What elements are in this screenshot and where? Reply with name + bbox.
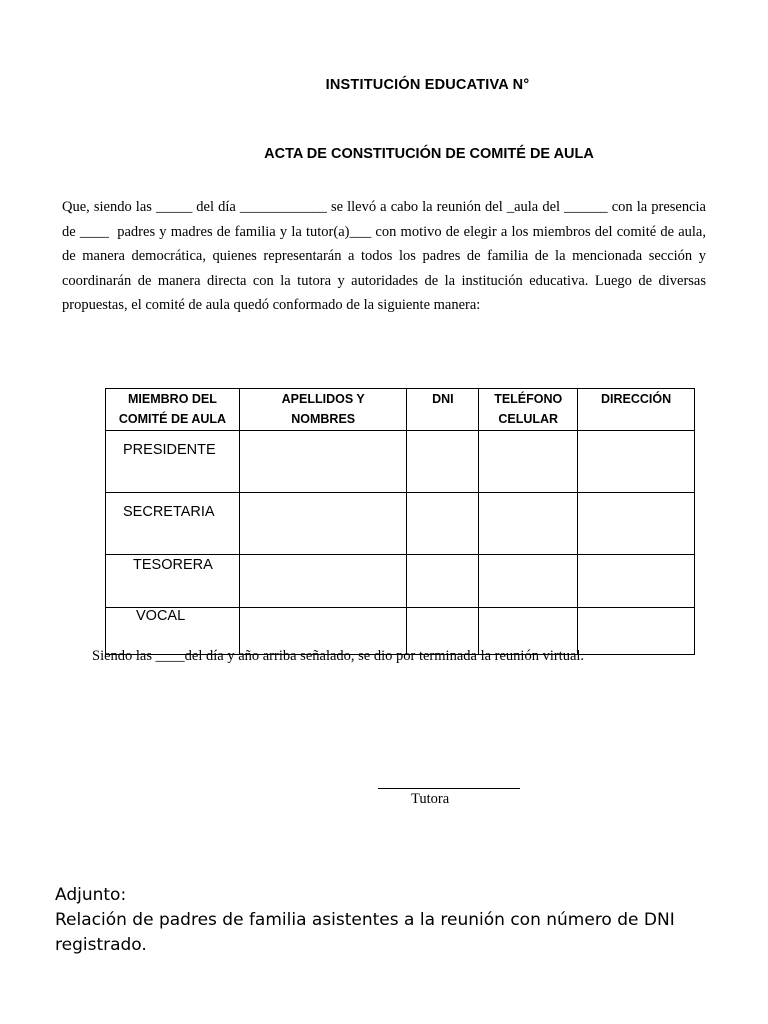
committee-table: [105, 388, 695, 655]
table-header-row: [106, 389, 695, 431]
role-vocal: VOCAL: [106, 608, 240, 655]
closing-statement: Siendo las ____del día y año arriba señalado, se dio por terminada la reunión virtual.: [92, 648, 585, 664]
cell-address[interactable]: [578, 555, 695, 608]
cell-names[interactable]: [239, 493, 407, 555]
header-phone: TELÉFONO CELULAR: [479, 389, 578, 431]
act-title: ACTA DE CONSTITUCIÓN DE COMITÉ DE AULA: [264, 146, 594, 162]
role-president: PRESIDENTE: [106, 431, 240, 493]
cell-phone[interactable]: [479, 555, 578, 608]
role-secretary: SECRETARIA: [106, 493, 240, 555]
attachment-heading: Adjunto:: [55, 885, 127, 905]
role-treasurer: TESORERA: [106, 555, 240, 608]
cell-address[interactable]: [578, 608, 695, 655]
cell-phone[interactable]: [479, 431, 578, 493]
cell-address[interactable]: [578, 431, 695, 493]
header-dni: DNI: [407, 389, 479, 431]
cell-names[interactable]: [239, 555, 407, 608]
table-row: [106, 493, 695, 555]
table-row: [106, 555, 695, 608]
header-names: APELLIDOS Y NOMBRES: [239, 389, 407, 431]
table-row: [106, 431, 695, 493]
signature-line: [378, 788, 520, 789]
attachment-text: Relación de padres de familia asistentes a la reunión con número de DNI registrado.: [55, 910, 675, 955]
cell-dni[interactable]: [407, 493, 479, 555]
institution-title: INSTITUCIÓN EDUCATIVA N°: [325, 77, 530, 93]
header-address: DIRECCIÓN: [578, 389, 695, 431]
attachment-note: [55, 883, 755, 958]
intro-paragraph: [62, 195, 710, 318]
cell-dni[interactable]: [407, 431, 479, 493]
header-member: MIEMBRO DEL COMITÉ DE AULA: [106, 389, 240, 431]
cell-dni[interactable]: [407, 555, 479, 608]
cell-address[interactable]: [578, 493, 695, 555]
signature-label: Tutora: [411, 791, 450, 807]
intro-paragraph-text: Que, siendo las _____ del día ____________ se llevó a cabo la reunión del _aula del ______ con la presencia de ____ padres y madres de familia y la tutor(a)___ con motivo de elegir a los miembros del comité de aula, de manera democrática, quienes representarán a todos los padres de familia de la mencionada sección y coordinarán de manera directa con la tutora y autoridades de la institución educativa. Luego de diversas propuestas, el comité de aula quedó conformado de la siguiente manera:: [62, 199, 710, 314]
cell-phone[interactable]: [479, 493, 578, 555]
cell-names[interactable]: [239, 431, 407, 493]
